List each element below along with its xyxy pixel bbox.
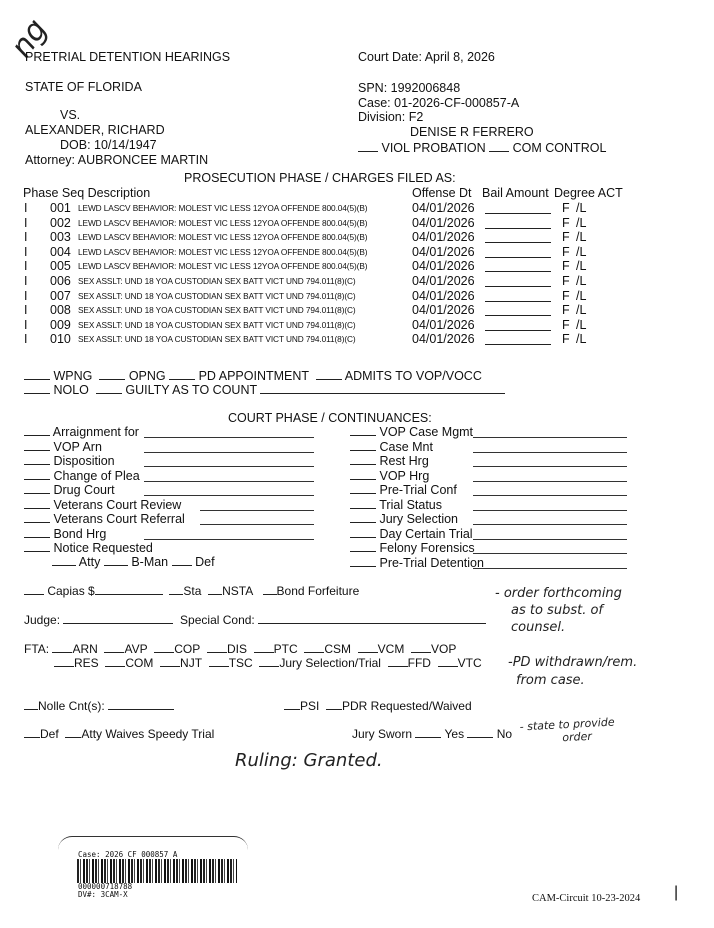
bail-amount-blank[interactable] bbox=[485, 305, 551, 316]
wpng-blank[interactable] bbox=[24, 369, 50, 380]
atty-waives-label: Atty Waives Speedy Trial bbox=[81, 727, 215, 741]
charge-degree: F bbox=[562, 215, 570, 230]
court-phase-entry-line[interactable] bbox=[473, 495, 627, 496]
court-phase-entry-line[interactable] bbox=[144, 481, 314, 482]
court-phase-item bbox=[350, 483, 457, 497]
fta-check-blank[interactable] bbox=[411, 642, 431, 653]
court-phase-label: Pre-Trial Conf bbox=[379, 483, 457, 497]
pdr-label: PDR Requested/Waived bbox=[342, 699, 472, 713]
col-phase-seq-desc: Phase Seq Description bbox=[23, 186, 151, 200]
opng-blank[interactable] bbox=[99, 369, 125, 380]
court-phase-check-blank[interactable] bbox=[24, 440, 50, 451]
court-phase-item bbox=[24, 541, 153, 555]
charge-seq: 007 bbox=[50, 288, 71, 303]
court-phase-label: Trial Status bbox=[379, 497, 443, 512]
charge-act: /L bbox=[576, 201, 587, 215]
division: Division: F2 bbox=[358, 110, 424, 124]
fta-check-blank[interactable] bbox=[52, 642, 72, 653]
court-phase-item bbox=[24, 425, 139, 439]
court-phase-check-blank[interactable] bbox=[24, 498, 50, 509]
fta-check-blank[interactable] bbox=[358, 642, 378, 653]
nolle-counts-blank[interactable] bbox=[108, 699, 174, 710]
charge-description: LEWD LASCV BEHAVIOR: MOLEST VIC LESS 12YOA OFFENDE 800.04(5)(B) bbox=[78, 217, 368, 228]
charge-offense-date: 04/01/2026 bbox=[412, 274, 475, 288]
def-notice-blank[interactable] bbox=[172, 555, 192, 566]
court-phase-entry-line[interactable] bbox=[473, 524, 627, 525]
nolle-label: Nolle Cnt(s): bbox=[38, 699, 105, 713]
capias-amount-blank[interactable] bbox=[95, 584, 163, 595]
def-waive-label: Def bbox=[40, 727, 59, 741]
psi-row bbox=[284, 699, 472, 713]
court-phase-label: Case Mnt bbox=[379, 439, 433, 454]
nolo-label: NOLO bbox=[53, 383, 89, 397]
bail-amount-blank[interactable] bbox=[485, 334, 551, 345]
court-phase-label: Pre-Trial Detention bbox=[379, 555, 484, 570]
bail-amount-blank[interactable] bbox=[485, 320, 551, 331]
charge-seq: 008 bbox=[50, 303, 71, 318]
court-phase-label: VOP Arn bbox=[53, 439, 102, 454]
jury-yes-label: Yes bbox=[444, 727, 465, 741]
charge-degree: F bbox=[562, 274, 570, 288]
court-phase-entry-line[interactable] bbox=[473, 539, 627, 540]
charge-degree: F bbox=[562, 288, 570, 303]
guilty-label: GUILTY AS TO COUNT bbox=[125, 383, 257, 397]
fta-check-blank[interactable] bbox=[209, 656, 229, 667]
viol-probation-label: VIOL PROBATION bbox=[381, 141, 486, 155]
note-line: -PD withdrawn/rem. bbox=[508, 655, 638, 670]
judge-row bbox=[24, 613, 486, 627]
fta-option-label: VOP bbox=[431, 642, 457, 656]
special-cond-blank[interactable] bbox=[258, 613, 486, 624]
charge-degree: F bbox=[562, 332, 570, 347]
charge-seq: 004 bbox=[50, 244, 71, 259]
court-phase-check-blank[interactable] bbox=[24, 469, 50, 480]
defendant-name: ALEXANDER, RICHARD bbox=[25, 123, 165, 137]
court-phase-check-blank[interactable] bbox=[24, 425, 50, 436]
charge-degree: F bbox=[562, 317, 570, 332]
court-phase-entry-line[interactable] bbox=[144, 437, 314, 438]
charge-description: SEX ASSLT: UND 18 YOA CUSTODIAN SEX BATT VICT UND 794.011(8)(C) bbox=[78, 290, 356, 301]
fta-option-label: RES bbox=[74, 656, 99, 670]
court-phase-check-blank[interactable] bbox=[24, 483, 50, 494]
fta-check-blank[interactable] bbox=[438, 656, 458, 667]
nolle-row bbox=[24, 699, 174, 713]
fta-check-blank[interactable] bbox=[304, 642, 324, 653]
charge-offense-date: 04/01/2026 bbox=[412, 303, 475, 318]
court-phase-label: Jury Selection bbox=[379, 512, 458, 526]
fta-option-label: VCM bbox=[377, 642, 405, 656]
charge-seq: 009 bbox=[50, 317, 71, 332]
court-phase-item bbox=[24, 483, 115, 497]
court-phase-item bbox=[350, 469, 429, 483]
court-phase-entry-line[interactable] bbox=[473, 568, 627, 569]
court-phase-item bbox=[24, 469, 140, 483]
court-phase-check-blank[interactable] bbox=[350, 527, 376, 538]
handwritten-initials: ng bbox=[4, 12, 55, 65]
court-phase-entry-line[interactable] bbox=[473, 553, 627, 554]
note-line: from case. bbox=[516, 673, 585, 688]
charge-act: /L bbox=[576, 303, 587, 318]
charge-degree: F bbox=[562, 230, 570, 245]
charge-phase: I bbox=[24, 259, 28, 274]
court-phase-item bbox=[350, 440, 433, 454]
jury-yes-blank[interactable] bbox=[415, 727, 441, 738]
fta-check-blank[interactable] bbox=[154, 642, 174, 653]
bman-label: B-Man bbox=[131, 555, 169, 569]
label-number: 000000718788 bbox=[78, 882, 133, 891]
charge-offense-date: 04/01/2026 bbox=[412, 259, 475, 274]
court-phase-item bbox=[24, 454, 115, 468]
charge-phase: I bbox=[24, 201, 28, 215]
court-phase-item bbox=[24, 527, 106, 541]
viol-probation-blank[interactable] bbox=[358, 141, 378, 152]
charge-phase: I bbox=[24, 303, 28, 318]
fta-option-label: COP bbox=[174, 642, 201, 656]
barcode bbox=[77, 859, 237, 883]
plea-row-1 bbox=[24, 369, 482, 383]
bail-amount-blank[interactable] bbox=[485, 247, 551, 258]
note-line: order bbox=[562, 729, 593, 745]
fta-label: FTA: bbox=[24, 642, 50, 656]
charge-degree: F bbox=[562, 201, 570, 215]
court-date: Court Date: April 8, 2026 bbox=[358, 50, 495, 64]
attorney-name: Attorney: AUBRONCEE MARTIN bbox=[25, 153, 209, 167]
versus-label: VS. bbox=[60, 108, 81, 122]
col-offense-date: Offense Dt bbox=[412, 186, 472, 200]
charge-offense-date: 04/01/2026 bbox=[412, 317, 475, 332]
court-phase-label: VOP Case Mgmt bbox=[379, 425, 474, 439]
court-phase-item bbox=[350, 512, 458, 526]
fta-option-label: DIS bbox=[226, 642, 247, 656]
court-phase-label: Day Certain Trial bbox=[379, 526, 473, 541]
court-phase-item bbox=[24, 512, 185, 526]
spn: SPN: 1992006848 bbox=[358, 81, 461, 95]
court-phase-item bbox=[24, 498, 181, 512]
fta-check-blank[interactable] bbox=[160, 656, 180, 667]
court-phase-label: Felony Forensics bbox=[379, 541, 475, 555]
court-phase-check-blank[interactable] bbox=[350, 425, 376, 436]
bond-forfeiture-label: Bond Forfeiture bbox=[276, 584, 360, 598]
fta-option-label: COM bbox=[125, 656, 154, 670]
charge-seq: 006 bbox=[50, 274, 71, 288]
pd-appointment-label: PD APPOINTMENT bbox=[198, 369, 310, 383]
jury-no-blank[interactable] bbox=[467, 727, 493, 738]
fta-option-label: NJT bbox=[180, 656, 203, 670]
charge-degree: F bbox=[562, 303, 570, 318]
fta-option-label: CSM bbox=[324, 642, 351, 656]
fta-check-blank[interactable] bbox=[104, 642, 124, 653]
charge-description: LEWD LASCV BEHAVIOR: MOLEST VIC LESS 12YOA OFFENDE 800.04(5)(B) bbox=[78, 246, 368, 257]
guilty-blank[interactable] bbox=[96, 383, 122, 394]
court-phase-label: Disposition bbox=[53, 454, 115, 468]
sta-label: Sta bbox=[183, 584, 202, 598]
note-line: - order forthcoming bbox=[495, 586, 622, 601]
charge-description: LEWD LASCV BEHAVIOR: MOLEST VIC LESS 12YOA OFFENDE 800.04(5)(B) bbox=[78, 203, 368, 213]
charge-act: /L bbox=[576, 230, 587, 245]
note-line: - state to provide bbox=[519, 715, 615, 734]
fta-row-1 bbox=[24, 642, 463, 656]
handwritten-note-pd bbox=[508, 654, 637, 690]
charge-act: /L bbox=[576, 259, 587, 274]
psi-label: PSI bbox=[300, 699, 320, 713]
charge-offense-date: 04/01/2026 bbox=[412, 230, 475, 245]
fta-option-label: VTC bbox=[457, 656, 482, 670]
charge-phase: I bbox=[24, 215, 28, 230]
court-phase-entry-line[interactable] bbox=[144, 466, 314, 467]
plea-row-2 bbox=[24, 383, 505, 397]
court-phase-entry-line[interactable] bbox=[144, 539, 314, 540]
court-phase-entry-line[interactable] bbox=[144, 495, 314, 496]
judge-label: Judge: bbox=[24, 613, 61, 627]
charge-seq: 001 bbox=[50, 201, 71, 215]
capias-label: Capias $ bbox=[47, 584, 95, 598]
bail-amount-blank[interactable] bbox=[485, 261, 551, 272]
charge-phase: I bbox=[24, 332, 28, 347]
court-phase-check-blank[interactable] bbox=[350, 469, 376, 480]
court-phase-label: Veterans Court Referral bbox=[53, 512, 185, 526]
state-name: STATE OF FLORIDA bbox=[25, 80, 142, 94]
special-cond-label: Special Cond: bbox=[180, 613, 255, 627]
nsta-label: NSTA bbox=[222, 584, 253, 598]
court-phase-label: Veterans Court Review bbox=[53, 497, 182, 512]
charge-phase: I bbox=[24, 317, 28, 332]
defendant-dob: DOB: 10/14/1947 bbox=[60, 138, 157, 152]
charge-degree: F bbox=[562, 259, 570, 274]
judge-blank[interactable] bbox=[63, 613, 173, 624]
def-waive-blank[interactable] bbox=[24, 727, 40, 738]
court-phase-label: Rest Hrg bbox=[379, 454, 429, 468]
prosecution-heading: PROSECUTION PHASE / CHARGES FILED AS: bbox=[184, 171, 456, 185]
fta-option-label: Jury Selection/Trial bbox=[279, 656, 381, 670]
court-phase-check-blank[interactable] bbox=[24, 527, 50, 538]
notice-requested-sub bbox=[52, 555, 215, 569]
case-number: Case: 01-2026-CF-000857-A bbox=[358, 96, 520, 110]
court-phase-entry-line[interactable] bbox=[473, 481, 627, 482]
fta-option-label: TSC bbox=[228, 656, 253, 670]
charge-offense-date: 04/01/2026 bbox=[412, 288, 475, 303]
pdr-blank[interactable] bbox=[326, 699, 342, 710]
charge-act: /L bbox=[576, 274, 587, 288]
form-id: CAM-Circuit 10-23-2024 bbox=[532, 893, 641, 904]
charge-act: /L bbox=[576, 288, 587, 303]
fta-check-blank[interactable] bbox=[254, 642, 274, 653]
fta-check-blank[interactable] bbox=[105, 656, 125, 667]
bail-amount-blank[interactable] bbox=[485, 276, 551, 287]
charge-offense-date: 04/01/2026 bbox=[412, 201, 475, 215]
court-phase-check-blank[interactable] bbox=[350, 440, 376, 451]
handwritten-note-order bbox=[495, 585, 622, 636]
handwritten-ruling: Ruling: Granted. bbox=[235, 750, 383, 771]
court-phase-item bbox=[24, 440, 102, 454]
form-title: PRETRIAL DETENTION HEARINGS bbox=[25, 50, 231, 64]
court-phase-check-blank[interactable] bbox=[24, 541, 50, 552]
court-phase-check-blank[interactable] bbox=[350, 556, 376, 567]
charge-description: SEX ASSLT: UND 18 YOA CUSTODIAN SEX BATT VICT UND 794.011(8)(C) bbox=[78, 305, 356, 316]
atty-label: Atty bbox=[78, 555, 101, 569]
court-phase-entry-line[interactable] bbox=[473, 437, 627, 438]
fta-check-blank[interactable] bbox=[388, 656, 408, 667]
charge-description: LEWD LASCV BEHAVIOR: MOLEST VIC LESS 12YOA OFFENDE 800.04(5)(B) bbox=[78, 232, 368, 243]
court-phase-item bbox=[350, 541, 475, 555]
bail-amount-blank[interactable] bbox=[485, 203, 551, 214]
court-phase-check-blank[interactable] bbox=[24, 512, 50, 523]
page-mark: | bbox=[674, 884, 679, 901]
charge-offense-date: 04/01/2026 bbox=[412, 244, 475, 259]
note-line: counsel. bbox=[511, 620, 566, 635]
court-phase-label: Drug Court bbox=[53, 483, 115, 497]
com-control-label: COM CONTROL bbox=[512, 141, 607, 155]
court-phase-check-blank[interactable] bbox=[350, 498, 376, 509]
court-phase-entry-line[interactable] bbox=[200, 510, 314, 511]
charge-offense-date: 04/01/2026 bbox=[412, 215, 475, 230]
psi-blank[interactable] bbox=[284, 699, 300, 710]
charge-description: SEX ASSLT: UND 18 YOA CUSTODIAN SEX BATT VICT UND 794.011(8)(C) bbox=[78, 319, 356, 330]
charge-act: /L bbox=[576, 332, 587, 347]
com-control-blank[interactable] bbox=[489, 141, 509, 152]
fta-row-2 bbox=[54, 656, 488, 670]
judge-name: DENISE R FERRERO bbox=[410, 125, 534, 139]
court-phase-check-blank[interactable] bbox=[350, 541, 376, 552]
court-phase-item bbox=[350, 425, 473, 439]
bail-amount-blank[interactable] bbox=[485, 218, 551, 229]
def-notice-label: Def bbox=[195, 555, 215, 569]
capias-row bbox=[24, 584, 359, 598]
charge-phase: I bbox=[24, 274, 28, 288]
atty-waive-blank[interactable] bbox=[65, 727, 81, 738]
charge-description: LEWD LASCV BEHAVIOR: MOLEST VIC LESS 12YOA OFFENDE 800.04(5)(B) bbox=[78, 261, 368, 272]
court-phase-check-blank[interactable] bbox=[350, 454, 376, 465]
charge-degree: F bbox=[562, 244, 570, 259]
court-phase-check-blank[interactable] bbox=[350, 512, 376, 523]
fta-check-blank[interactable] bbox=[207, 642, 227, 653]
court-phase-label: Notice Requested bbox=[53, 541, 153, 555]
admits-label: ADMITS TO VOP/VOCC bbox=[344, 369, 482, 383]
charge-seq: 005 bbox=[50, 259, 71, 274]
wpng-label: WPNG bbox=[53, 369, 93, 383]
court-phase-check-blank[interactable] bbox=[350, 483, 376, 494]
atty-blank[interactable] bbox=[52, 555, 76, 566]
pd-appointment-blank[interactable] bbox=[169, 369, 195, 380]
fta-option-label: PTC bbox=[273, 642, 298, 656]
fta-option-label: AVP bbox=[124, 642, 148, 656]
admits-blank[interactable] bbox=[316, 369, 342, 380]
handwritten-note-state bbox=[519, 716, 615, 747]
label-div: DV#: 3CAM-X bbox=[78, 890, 128, 899]
court-phase-entry-line[interactable] bbox=[473, 510, 627, 511]
court-phase-label: VOP Hrg bbox=[379, 468, 430, 483]
charge-seq: 010 bbox=[50, 332, 71, 347]
court-phase-item bbox=[350, 527, 473, 541]
nolo-blank[interactable] bbox=[24, 383, 50, 394]
charge-phase: I bbox=[24, 288, 28, 303]
charge-act: /L bbox=[576, 317, 587, 332]
speedy-trial-row bbox=[24, 727, 214, 741]
court-phase-entry-line[interactable] bbox=[200, 524, 314, 525]
col-bail-amount: Bail Amount bbox=[482, 186, 549, 200]
guilty-count-blank[interactable] bbox=[260, 383, 505, 394]
charge-phase: I bbox=[24, 244, 28, 259]
court-phase-label: Arraignment for bbox=[52, 425, 139, 439]
opng-label: OPNG bbox=[128, 369, 166, 383]
court-phase-heading: COURT PHASE / CONTINUANCES: bbox=[228, 411, 432, 425]
court-phase-entry-line[interactable] bbox=[473, 466, 627, 467]
charge-description: SEX ASSLT: UND 18 YOA CUSTODIAN SEX BATT VICT UND 794.011(8)(C) bbox=[78, 334, 356, 345]
fta-check-blank[interactable] bbox=[259, 656, 279, 667]
court-phase-entry-line[interactable] bbox=[473, 452, 627, 453]
note-line: as to subst. of bbox=[511, 603, 603, 618]
nsta-blank[interactable] bbox=[208, 584, 222, 595]
sta-blank[interactable] bbox=[169, 584, 183, 595]
court-phase-label: Bond Hrg bbox=[53, 526, 107, 541]
court-phase-item bbox=[350, 498, 442, 512]
charge-phase: I bbox=[24, 230, 28, 245]
charge-act: /L bbox=[576, 215, 587, 230]
bail-amount-blank[interactable] bbox=[485, 232, 551, 243]
fta-check-blank[interactable] bbox=[54, 656, 74, 667]
bond-forfeiture-blank[interactable] bbox=[263, 584, 277, 595]
bail-amount-blank[interactable] bbox=[485, 291, 551, 302]
charge-offense-date: 04/01/2026 bbox=[412, 332, 475, 347]
charge-act: /L bbox=[576, 244, 587, 259]
court-phase-entry-line[interactable] bbox=[144, 452, 314, 453]
label-case: Case: 2026 CF 000857 A bbox=[78, 850, 178, 859]
charge-description: SEX ASSLT: UND 18 YOA CUSTODIAN SEX BATT VICT UND 794.011(8)(C) bbox=[78, 276, 356, 286]
jury-no-label: No bbox=[496, 727, 513, 741]
charge-seq: 002 bbox=[50, 215, 71, 230]
court-phase-check-blank[interactable] bbox=[24, 454, 50, 465]
court-phase-item bbox=[350, 454, 429, 468]
nolle-blank[interactable] bbox=[24, 699, 38, 710]
probation-options bbox=[358, 141, 606, 155]
fta-option-label: FFD bbox=[407, 656, 431, 670]
bman-blank[interactable] bbox=[104, 555, 128, 566]
court-phase-label: Change of Plea bbox=[53, 468, 140, 483]
charge-seq: 003 bbox=[50, 230, 71, 245]
fta-option-label: ARN bbox=[72, 642, 98, 656]
col-degree-act: Degree ACT bbox=[554, 186, 623, 200]
capias-blank[interactable] bbox=[24, 584, 44, 595]
jury-sworn-label: Jury Sworn bbox=[352, 727, 413, 741]
jury-sworn-row bbox=[352, 727, 512, 741]
court-phase-item bbox=[350, 556, 484, 570]
